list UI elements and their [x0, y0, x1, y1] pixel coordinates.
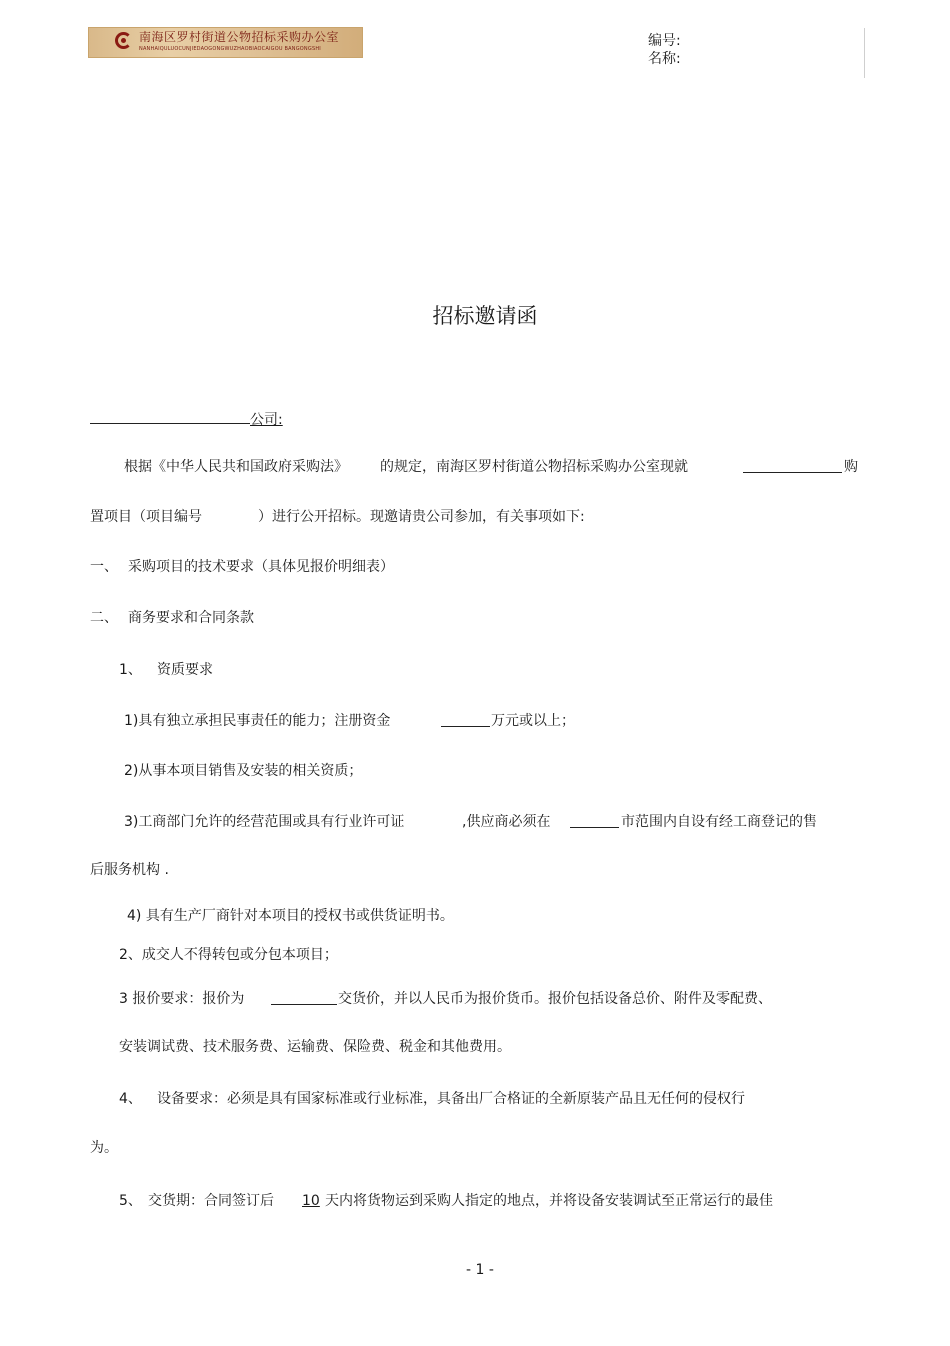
intro-line-1c: 购	[844, 459, 858, 475]
item-4-number: 4、	[119, 1091, 142, 1107]
qualification-3c: 市范围内自设有经工商登记的售	[621, 814, 817, 830]
item-5a: 交货期：合同签订后	[148, 1193, 274, 1209]
qualification-3a: 3)工商部门允许的经营范围或具有行业许可证	[124, 814, 405, 830]
qualification-1a: 1)具有独立承担民事责任的能力；注册资金	[124, 713, 391, 729]
item-3a: 3 报价要求：报价为	[119, 991, 245, 1007]
qualification-3b: ,供应商必须在	[462, 814, 551, 830]
section-1-text: 采购项目的技术要求（具体见报价明细表）	[128, 559, 394, 575]
qualification-1b: 万元或以上；	[491, 713, 575, 729]
qualification-2: 2)从事本项目销售及安装的相关资质；	[124, 763, 363, 779]
page-number: - 1 -	[466, 1262, 494, 1278]
item-2-text: 2、成交人不得转包或分包本项目；	[119, 947, 338, 963]
item-3b: 交货价，并以人民币为报价货币。报价包括设备总价、附件及零配费、	[338, 991, 772, 1007]
city-blank	[570, 813, 619, 832]
intro-line-1b: 的规定，南海区罗村街道公物招标采购办公室现就	[380, 459, 688, 475]
salutation-line	[90, 409, 283, 429]
logo-title: 南海区罗村街道公物招标采购办公室	[139, 30, 340, 44]
item-5b: 天内将货物运到采购人指定的地点，并将设备安装调试至正常运行的最佳	[325, 1193, 773, 1209]
item-3-continued: 安装调试费、技术服务费、运输费、保险费、税金和其他费用。	[119, 1039, 511, 1055]
qualification-4: 4) 具有生产厂商针对本项目的授权书或供货证明书。	[127, 908, 454, 924]
document-title: 招标邀请函	[432, 304, 538, 328]
intro-line-2a: 置项目（项目编号	[90, 509, 202, 525]
section-1-number: 一、	[90, 559, 118, 575]
section-2-number: 二、	[90, 610, 118, 626]
serial-number-label: 编号:	[648, 33, 681, 49]
delivery-terms-blank	[271, 990, 337, 1009]
intro-line-1a: 根据《中华人民共和国政府采购法》	[124, 459, 348, 475]
name-label: 名称:	[648, 51, 681, 67]
logo-emblem-dot	[121, 38, 126, 43]
delivery-days: 10	[302, 1193, 320, 1209]
company-name-blank	[90, 409, 250, 424]
item-5-number: 5、	[119, 1193, 142, 1209]
item-4-continued: 为。	[90, 1140, 118, 1156]
capital-amount-blank	[441, 712, 490, 731]
qualification-3-continued: 后服务机构 .	[90, 862, 169, 878]
logo-subtitle: NANHAIQULUOCUNJIEDAOGONGWUZHAOBIAOCAIGOU BANGONGSHI	[139, 46, 321, 52]
item-1-text: 资质要求	[157, 662, 213, 678]
section-2-text: 商务要求和合同条款	[128, 610, 254, 626]
item-1-number: 1、	[119, 662, 142, 678]
salutation-suffix: 公司:	[250, 412, 283, 428]
project-name-blank	[743, 458, 842, 477]
item-4-text: 设备要求：必须是具有国家标准或行业标准，具备出厂合格证的全新原装产品且无任何的侵权行	[157, 1091, 745, 1107]
office-logo-banner	[88, 27, 363, 58]
intro-line-2b: ）进行公开招标。现邀请贵公司参加，有关事项如下:	[258, 509, 585, 525]
header-divider	[864, 28, 865, 78]
